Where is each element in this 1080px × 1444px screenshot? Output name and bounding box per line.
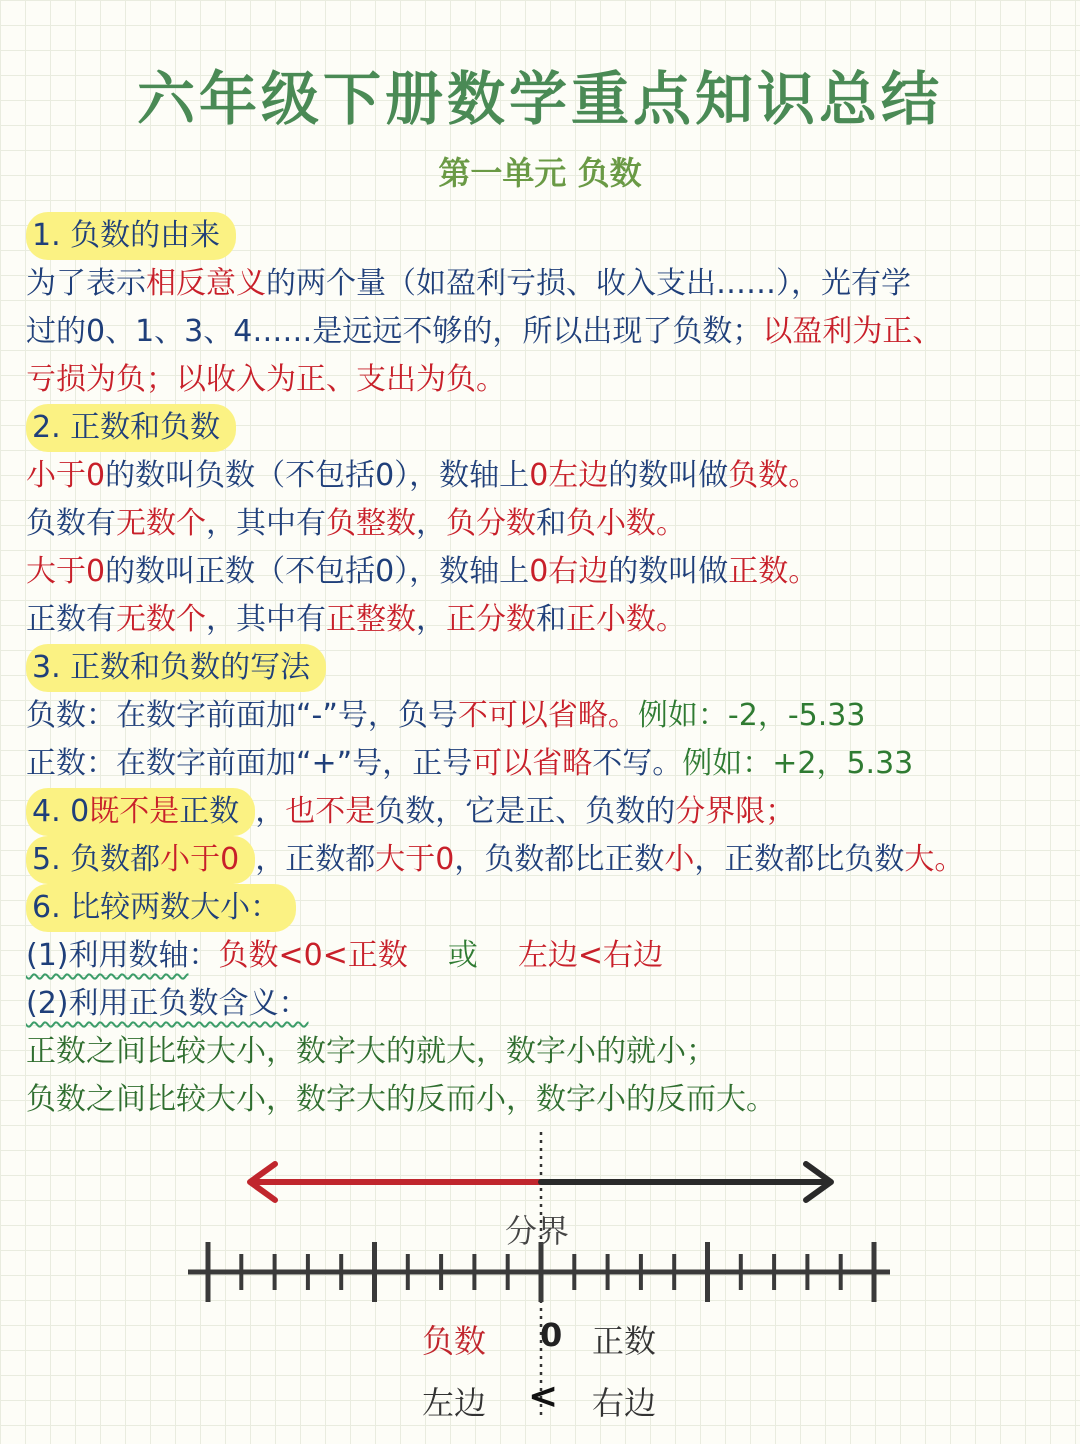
text: 5. 负数都 xyxy=(32,842,161,877)
text: 负数，它是正、负数的 xyxy=(375,794,676,829)
text: 为了表示 xyxy=(26,266,146,301)
section1-line2 xyxy=(26,308,1066,356)
page-title: 六年级下册数学重点知识总结 xyxy=(136,65,943,133)
section2-line1 xyxy=(26,452,1066,500)
highlight-text: 负分数 xyxy=(446,506,536,541)
highlight-text: 大。 xyxy=(904,842,965,877)
negative-label: 负数 xyxy=(422,1322,487,1360)
positive-label: 正数 xyxy=(592,1322,657,1360)
highlight-text: 负数<0<正数 xyxy=(218,938,408,973)
section2-heading-line xyxy=(26,404,1066,452)
text: ： xyxy=(188,938,219,973)
text: ， xyxy=(255,794,286,829)
highlight-text: 无数个 xyxy=(116,506,206,541)
highlight-text: 0左边 xyxy=(529,458,609,493)
text: 的数叫做 xyxy=(608,458,729,493)
highlight-text: 可以省略 xyxy=(472,746,593,781)
text: 负数有 xyxy=(26,506,116,541)
highlight-text: 正小数。 xyxy=(566,602,686,637)
section2-line3 xyxy=(26,548,1066,596)
right-label: 右边 xyxy=(592,1384,657,1422)
section1-line3 xyxy=(26,356,1066,404)
section6-line4 xyxy=(26,1076,1066,1124)
text: 负数：在数字前面加“-”号，负号 xyxy=(26,698,458,733)
text: ，负数都比正数 xyxy=(454,842,665,877)
highlight-text: 以盈利为正、 xyxy=(762,314,943,349)
highlight-text: 不可以省略。 xyxy=(457,698,638,733)
highlight-text: 无数个 xyxy=(116,602,206,637)
text: 的数叫做 xyxy=(608,554,729,589)
section2-line2 xyxy=(26,500,1066,548)
notes-body xyxy=(26,212,1066,1124)
text: 的数叫负数（不包括0），数轴上 xyxy=(105,458,530,493)
method-label: (1)利用数轴 xyxy=(26,938,189,973)
text: 4. 0 xyxy=(32,794,90,829)
highlight-text: 小 xyxy=(664,842,695,877)
text: ， xyxy=(416,602,446,637)
section3-heading-line xyxy=(26,644,1066,692)
highlight-text: 负数。 xyxy=(728,458,819,493)
or-text: 或 xyxy=(447,938,478,973)
example-text: 例如：-2，-5.33 xyxy=(637,698,866,733)
section3-line1 xyxy=(26,692,1066,740)
section6-line1 xyxy=(26,932,1066,980)
text: ，正数都比负数 xyxy=(694,842,905,877)
section6-line2 xyxy=(26,980,1066,1028)
text: 和 xyxy=(536,506,566,541)
section1-line1 xyxy=(26,260,1066,308)
section4-line xyxy=(26,788,1066,836)
section1-heading: 1. 负数的由来 xyxy=(26,212,236,260)
less-than-sign: < xyxy=(528,1376,559,1417)
highlight-text: 正数。 xyxy=(728,554,819,589)
number-line-diagram xyxy=(0,1120,1080,1440)
text: ，正数都 xyxy=(255,842,376,877)
section5-line xyxy=(26,836,1066,884)
highlight-text: 左边<右边 xyxy=(517,938,664,973)
highlight-text: 亏损为负；以收入为正、支出为负。 xyxy=(26,362,506,397)
text: 过的0、1、3、4……是远远不够的，所以出现了负数； xyxy=(26,314,763,349)
rule-text: 正数之间比较大小，数字大的就大，数字小的就小； xyxy=(26,1034,716,1069)
text: 正数 xyxy=(179,794,240,829)
highlight-text: 正分数 xyxy=(446,602,536,637)
highlight-text: 分界限； xyxy=(675,794,796,829)
section6-heading: 6. 比较两数大小： xyxy=(26,884,296,932)
example-text: 例如：+2，5.33 xyxy=(682,746,914,781)
highlight-text: 正整数 xyxy=(326,602,416,637)
method-label: (2)利用正负数含义： xyxy=(26,986,309,1021)
text: ， xyxy=(416,506,446,541)
rule-text: 负数之间比较大小，数字大的反而小，数字小的反而大。 xyxy=(26,1082,776,1117)
text: ，其中有 xyxy=(206,506,326,541)
highlight-text: 小于0 xyxy=(160,842,240,877)
section3-line2 xyxy=(26,740,1066,788)
text: 正数有 xyxy=(26,602,116,637)
highlight-text: 小于0 xyxy=(26,458,106,493)
unit-subtitle: 第一单元 负数 xyxy=(438,154,642,192)
highlight-text: 大于0 xyxy=(375,842,455,877)
highlight-text: 负整数 xyxy=(326,506,416,541)
left-label: 左边 xyxy=(422,1384,487,1422)
highlight-text: 相反意义 xyxy=(146,266,266,301)
section2-heading: 2. 正数和负数 xyxy=(26,404,236,452)
section6-heading-line xyxy=(26,884,1066,932)
section2-line4 xyxy=(26,596,1066,644)
section1-heading-line xyxy=(26,212,1066,260)
text: 正数：在数字前面加“+”号，正号 xyxy=(26,746,473,781)
highlight-text: 既不是 xyxy=(89,794,180,829)
text: 不写。 xyxy=(592,746,683,781)
text: ，其中有 xyxy=(206,602,326,637)
highlight-text: 大于0 xyxy=(26,554,106,589)
boundary-label: 分界 xyxy=(505,1212,570,1250)
text: 的两个量（如盈利亏损、收入支出……），光有学 xyxy=(266,266,911,301)
zero-label: 0 xyxy=(540,1316,563,1354)
highlight-text: 也不是 xyxy=(285,794,376,829)
section5-heading xyxy=(26,836,255,884)
highlight-text: 0右边 xyxy=(529,554,609,589)
section4-heading xyxy=(26,788,255,836)
section6-line3 xyxy=(26,1028,1066,1076)
text: 的数叫正数（不包括0），数轴上 xyxy=(105,554,530,589)
text: 和 xyxy=(536,602,566,637)
highlight-text: 负小数。 xyxy=(566,506,686,541)
section3-heading: 3. 正数和负数的写法 xyxy=(26,644,326,692)
